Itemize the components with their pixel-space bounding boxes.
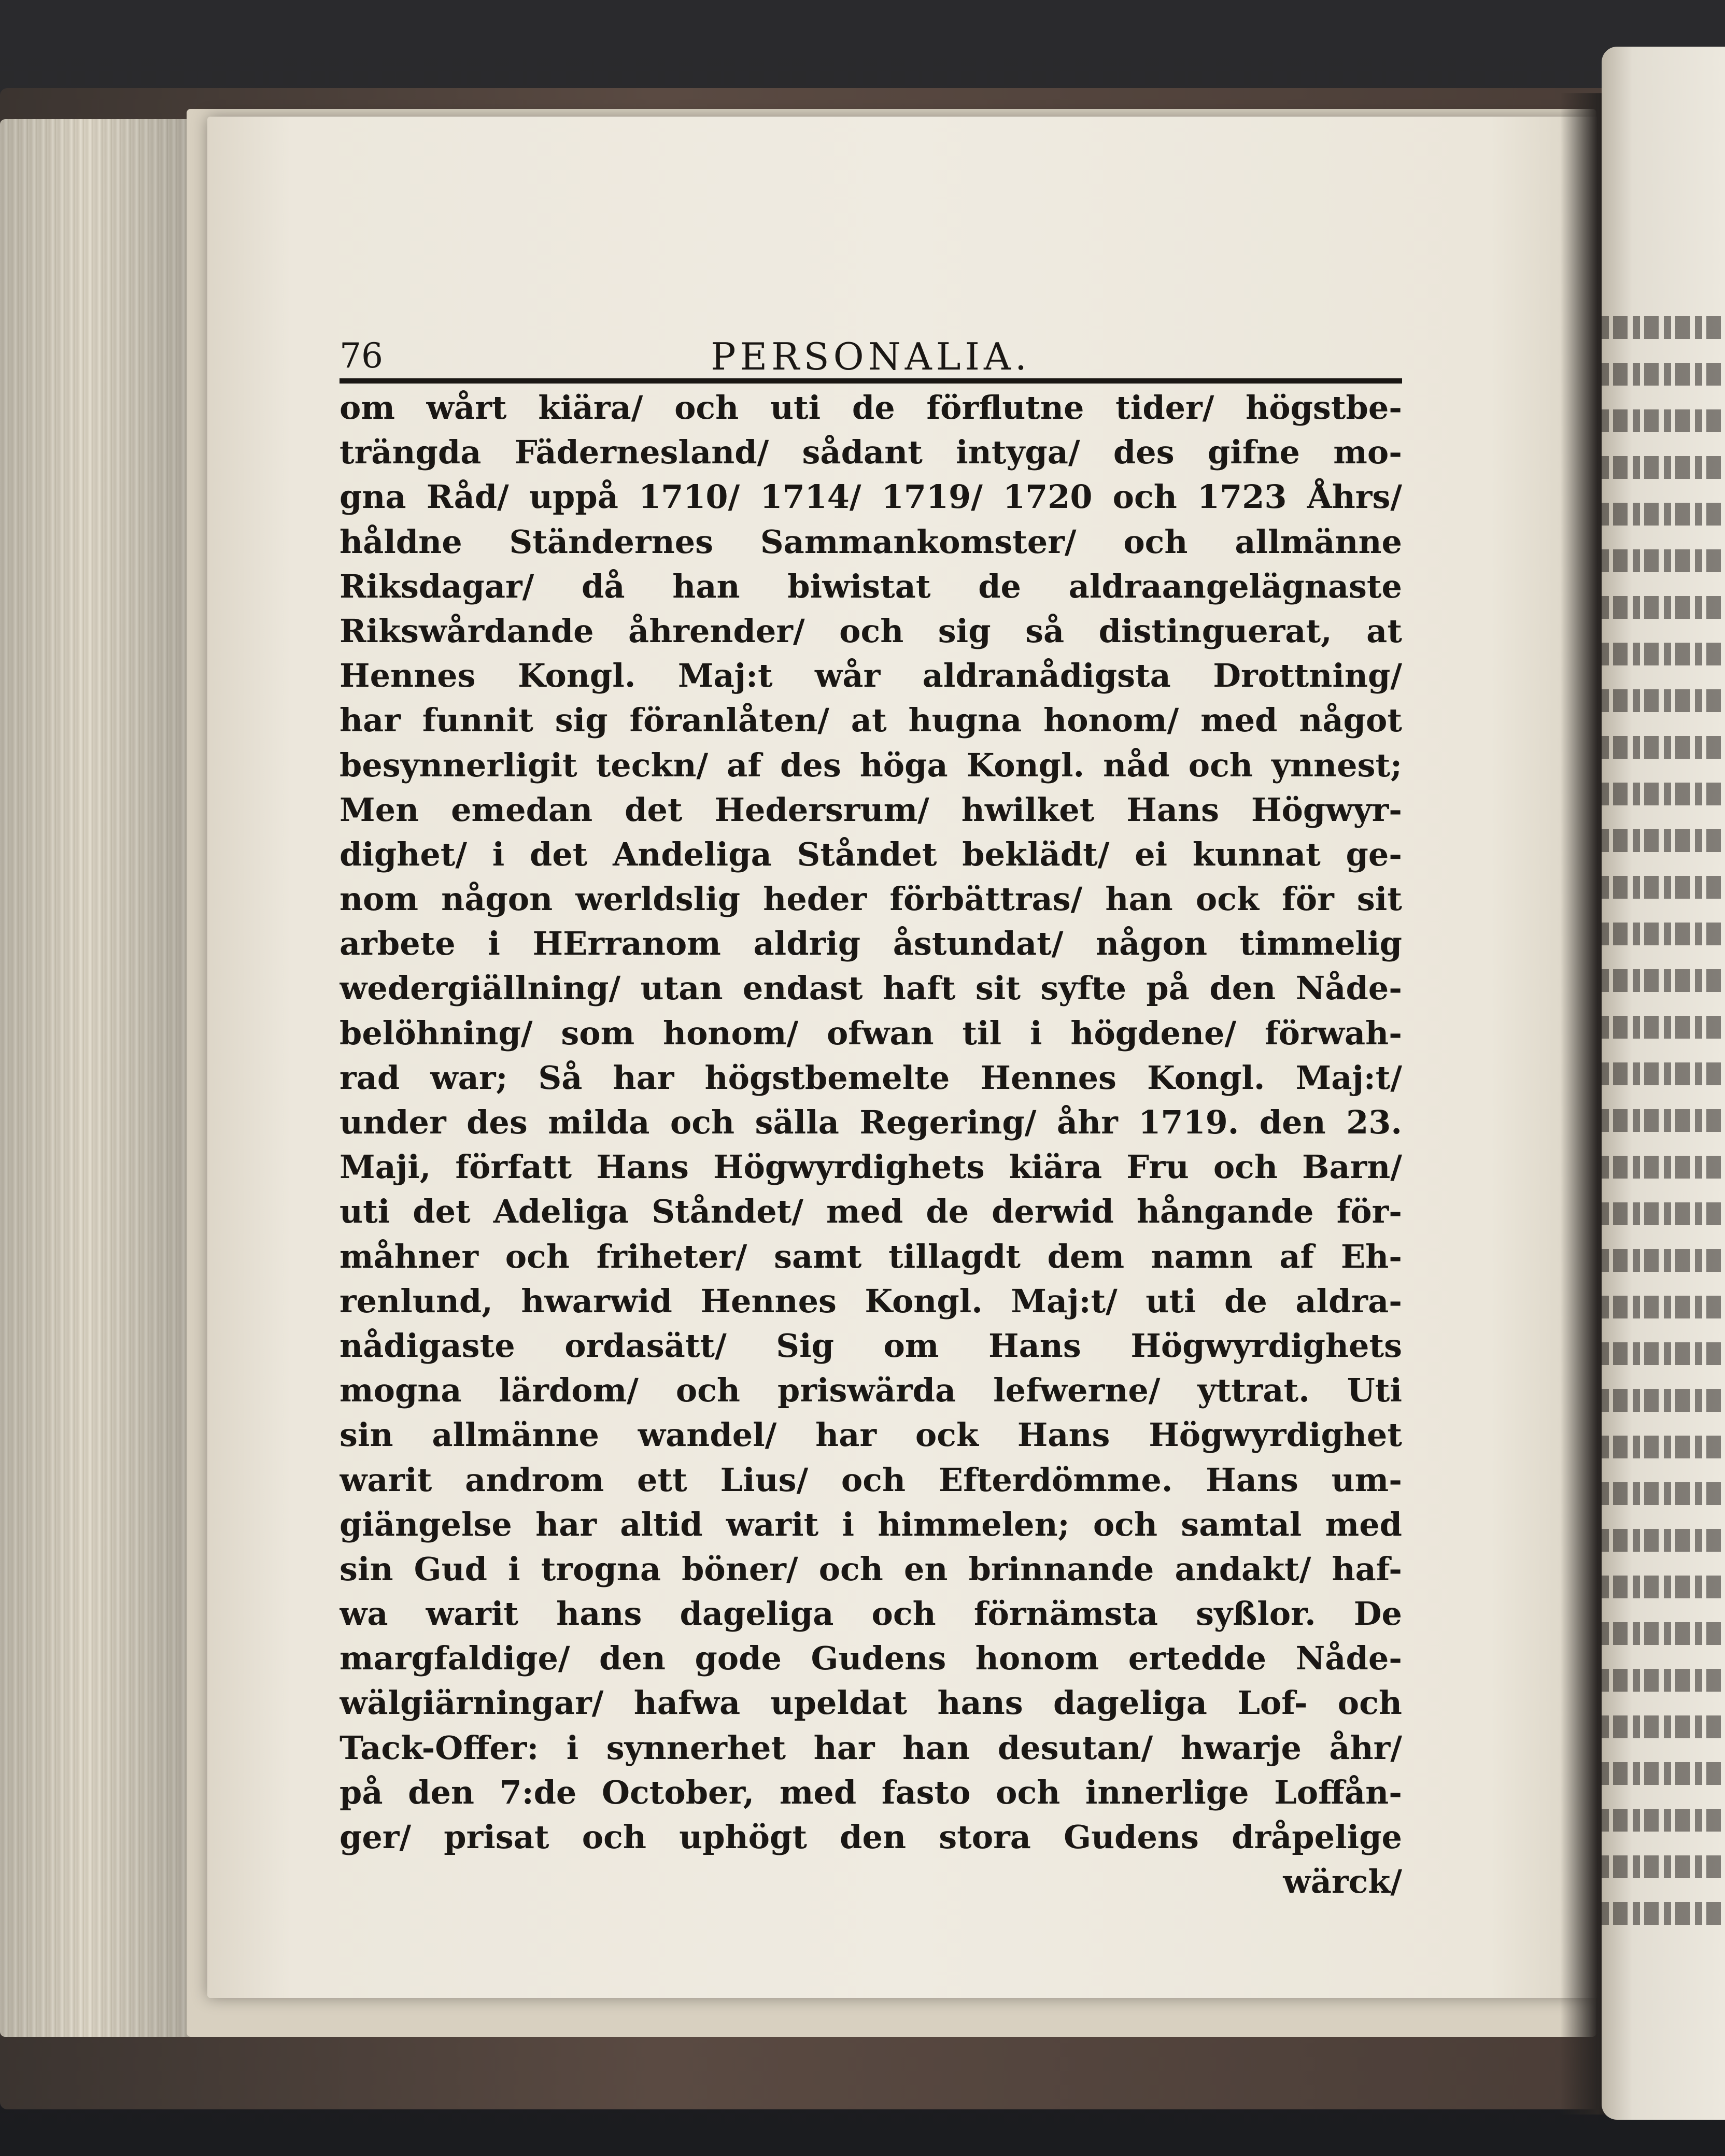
text-line: nom någon werldslig heder förbättras/ han ock för sit [340,880,1402,918]
text-line: wedergiällning/ utan endast haft sit syfte på den Nåde- [340,969,1402,1008]
text-line: dighet/ i det Andeliga Ståndet beklädt/ ei kunnat ge- [340,835,1402,873]
text-line: Riksdagar/ då han biwistat de aldraangelägnaste [340,567,1402,605]
facing-page-edge [1602,47,1725,2120]
catchword: wärck/ [1283,1863,1402,1901]
text-line: Rikswårdande åhrender/ och sig så distinguerat, at [340,612,1402,650]
text-line: uti det Adeliga Ståndet/ med de derwid hångande för- [340,1193,1402,1231]
text-line: om wårt kiära/ och uti de förflutne tider/ högstbe- [340,389,1402,427]
text-line: Men emedan det Hedersrum/ hwilket Hans Högwyr- [340,790,1402,829]
running-head [340,332,1402,384]
text-line: gna Råd/ uppå 1710/ 1714/ 1719/ 1720 och 1723 Åhrs/ [340,478,1402,516]
text-line: nådigaste ordasätt/ Sig om Hans Högwyrdighets [340,1326,1402,1365]
running-head-title: PERSONALIA. [711,335,1031,378]
printed-text-block [340,332,1402,1964]
text-line: margfaldige/ den gode Gudens honom ertedde Nåde- [340,1639,1402,1678]
text-line: arbete i HErranom aldrig åstundat/ någon timmelig [340,925,1402,963]
page-edges-shadow [0,119,218,2037]
text-line: ger/ prisat och uphögt den stora Gudens dråpelige [340,1818,1402,1856]
text-line: besynnerligit teckn/ af des höga Kongl. nåd och ynnest; [340,746,1402,784]
page-number: 76 [340,336,383,376]
text-line: wälgiärningar/ hafwa upeldat hans dageliga Lof- och [340,1684,1402,1722]
text-line: warit androm ett Lius/ och Efterdömme. Hans um- [340,1460,1402,1499]
text-line: på den 7:de October, med fasto och innerlige Loffån- [340,1773,1402,1811]
text-line: håldne Ständernes Sammankomster/ och allmänne [340,522,1402,561]
text-line: mogna lärdom/ och priswärda lefwerne/ yttrat. Uti [340,1371,1402,1410]
text-line: Hennes Kongl. Maj:t wår aldranådigsta Drottning/ [340,657,1402,695]
text-line: måhner och friheter/ samt tillagdt dem namn af Eh- [340,1237,1402,1275]
text-line: under des milda och sälla Regering/ åhr 1719. den 23. [340,1103,1402,1141]
text-line: har funnit sig föranlåten/ at hugna honom/ med något [340,701,1402,740]
text-line: wa warit hans dageliga och förnämsta syßlor. De [340,1595,1402,1633]
text-line: belöhning/ som honom/ ofwan til i högdene/ förwah- [340,1014,1402,1052]
text-line: rad war; Så har högstbemelte Hennes Kongl. Maj:t/ [340,1058,1402,1097]
text-line: sin allmänne wandel/ har ock Hans Högwyrdighet [340,1416,1402,1454]
body-text [340,386,1402,1904]
text-line: Maji, författ Hans Högwyrdighets kiära Fru och Barn/ [340,1148,1402,1186]
text-line: renlund, hwarwid Hennes Kongl. Maj:t/ uti de aldra- [340,1282,1402,1320]
text-line: trängda Fädernesland/ sådant intyga/ des gifne mo- [340,433,1402,472]
text-line: Tack-Offer: i synnerhet har han desutan/ hwarje åhr/ [340,1728,1402,1767]
text-line: giängelse har altid warit i himmelen; och samtal med [340,1505,1402,1543]
text-line: sin Gud i trogna böner/ och en brinnande andakt/ haf- [340,1550,1402,1588]
